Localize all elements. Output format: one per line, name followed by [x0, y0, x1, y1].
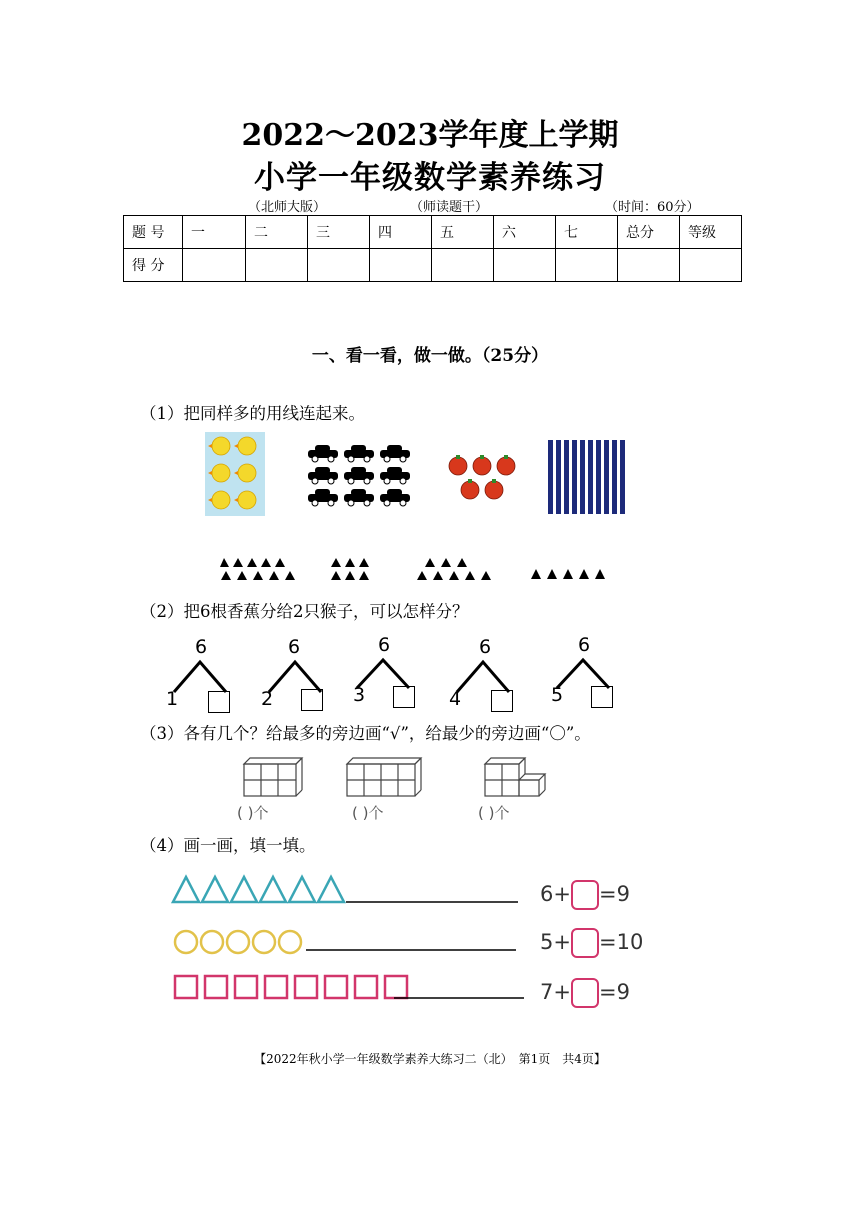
split-left: 3	[353, 684, 366, 706]
answer-box[interactable]	[591, 686, 613, 708]
score-input-cell[interactable]	[308, 249, 370, 282]
triangles-group-6	[330, 558, 378, 584]
answer-box[interactable]	[571, 928, 599, 958]
chicks-picture	[205, 432, 265, 516]
score-table-header-row	[124, 216, 742, 249]
split-diagram-2	[255, 636, 335, 716]
equals-sign: =	[598, 882, 617, 906]
score-table-score-row	[124, 249, 742, 282]
table-cell: 六	[494, 216, 556, 249]
plus-sign: +	[553, 882, 571, 906]
question-4-text: （4）画一画，填一填。	[140, 836, 316, 855]
split-top: 6	[378, 634, 391, 656]
question-2-text: （2）把6根香蕉分给2只猴子，可以怎样分？	[140, 602, 469, 621]
score-input-cell[interactable]	[556, 249, 618, 282]
score-input-cell[interactable]	[680, 249, 742, 282]
section-title: 一、看一看，做一做。（25分）	[311, 346, 549, 366]
triangles-group-9	[220, 558, 300, 584]
edition-label: （北师大版）	[248, 200, 327, 215]
time-label: （时间：60分）	[605, 200, 700, 215]
split-diagram-3	[345, 634, 425, 714]
eq-addend: 6	[540, 882, 554, 906]
table-cell: 一	[183, 216, 246, 249]
count-blank-3[interactable]: ( )个	[478, 804, 510, 822]
eq-addend: 5	[540, 930, 554, 954]
score-table	[123, 215, 742, 282]
table-cell: 二	[246, 216, 308, 249]
eq-addend: 7	[540, 980, 554, 1004]
page-title-line2: 小学一年级数学素养练习	[254, 160, 606, 196]
split-top: 6	[195, 636, 208, 658]
equation-1	[540, 880, 630, 910]
pencils-picture	[546, 440, 628, 516]
circles-row	[172, 928, 522, 958]
equals-sign: =	[598, 980, 617, 1004]
split-top: 6	[578, 634, 591, 656]
score-input-cell[interactable]	[246, 249, 308, 282]
question-1-text: （1）把同样多的用线连起来。	[140, 404, 365, 423]
cars-picture	[308, 444, 412, 508]
tomatoes-picture	[446, 452, 522, 504]
answer-box[interactable]	[393, 686, 415, 708]
cube-stack-2	[345, 756, 425, 798]
triangles-row	[170, 874, 520, 914]
answer-box[interactable]	[571, 880, 599, 910]
count-blank-2[interactable]: ( )个	[352, 804, 384, 822]
count-blank-1[interactable]: ( )个	[237, 804, 269, 822]
triangles-group-8	[416, 558, 496, 584]
question-3-text: （3）各有几个？给最多的旁边画“√”，给最少的旁边画“〇”。	[140, 724, 591, 743]
score-input-cell[interactable]	[183, 249, 246, 282]
table-cell: 五	[432, 216, 494, 249]
split-diagram-5	[545, 634, 625, 714]
split-diagram-4	[445, 636, 525, 716]
table-cell: 七	[556, 216, 618, 249]
plus-sign: +	[553, 980, 571, 1004]
score-input-cell[interactable]	[618, 249, 680, 282]
score-input-cell[interactable]	[494, 249, 556, 282]
triangles-group-5	[530, 568, 606, 582]
split-left: 1	[166, 688, 179, 710]
split-top: 6	[479, 636, 492, 658]
answer-box[interactable]	[301, 689, 323, 711]
score-input-cell[interactable]	[432, 249, 494, 282]
answer-box[interactable]	[208, 691, 230, 713]
squares-row	[172, 972, 528, 1006]
split-top: 6	[288, 636, 301, 658]
split-left: 5	[551, 684, 564, 706]
table-cell: 题 号	[124, 216, 183, 249]
eq-result: 10	[616, 930, 644, 954]
cube-stack-3	[483, 756, 547, 798]
table-cell: 三	[308, 216, 370, 249]
table-cell: 等级	[680, 216, 742, 249]
split-left: 4	[449, 688, 462, 710]
eq-result: 9	[616, 980, 630, 1004]
page-title-line1: 2022～2023学年度上学期	[241, 118, 619, 153]
split-diagram-1	[160, 636, 240, 716]
eq-result: 9	[616, 882, 630, 906]
plus-sign: +	[553, 930, 571, 954]
table-cell: 得 分	[124, 249, 183, 282]
cube-stack-1	[242, 756, 306, 798]
table-cell: 总分	[618, 216, 680, 249]
answer-box[interactable]	[571, 978, 599, 1008]
page-footer: 【2022年秋小学一年级数学素养大练习二（北） 第1页 共4页】	[254, 1052, 606, 1066]
score-input-cell[interactable]	[370, 249, 432, 282]
table-cell: 四	[370, 216, 432, 249]
equals-sign: =	[598, 930, 617, 954]
reader-label: （师读题干）	[410, 200, 489, 215]
equation-3	[540, 978, 630, 1008]
equation-2	[540, 928, 643, 958]
answer-box[interactable]	[491, 690, 513, 712]
split-left: 2	[261, 688, 274, 710]
